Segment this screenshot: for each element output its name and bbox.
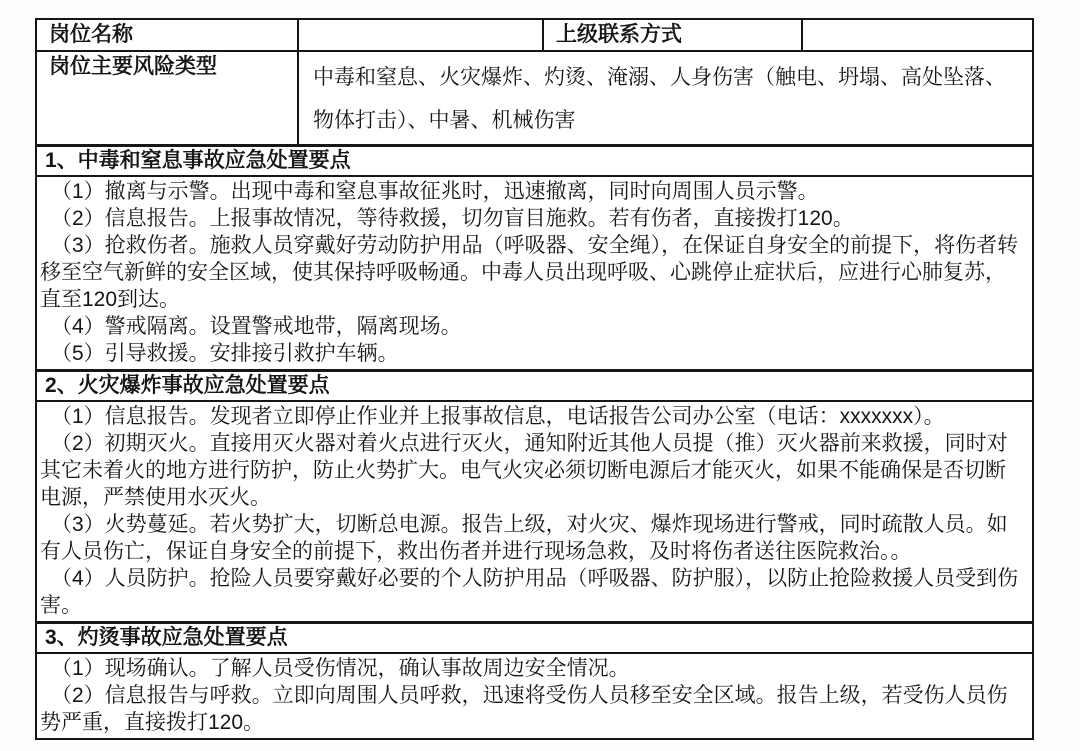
- risk-type-label: 岗位主要风险类型: [49, 55, 217, 78]
- position-name-label: 岗位名称: [49, 23, 133, 46]
- section-body-poisoning: [37, 175, 1032, 369]
- procedure-step: （1）现场确认。了解人员受伤情况，确认事故周边安全情况。: [51, 657, 630, 680]
- section-title-poisoning: 1、中毒和窒息事故应急处置要点: [37, 144, 1032, 175]
- position-name-value: [297, 20, 542, 50]
- procedure-step: （3）火势蔓延。若火势扩大，切断总电源。报告上级，对火灾、爆炸现场进行警戒，同时疏散人员。如有人员伤亡，保证自身安全的前提下，救出伤者并进行现场急救，及时将伤者送往医院救治。。: [40, 513, 1008, 563]
- procedure-step: （1）信息报告。发现者立即停止作业并上报事故信息，电话报告公司办公室（电话：xxxxxxx）。: [51, 405, 945, 428]
- section-title-fire-explosion: 2、火灾爆炸事故应急处置要点: [37, 369, 1032, 400]
- procedure-step: （4）人员防护。抢险人员要穿戴好必要的个人防护用品（呼吸器、防护服），以防止抢险救援人员受到伤害。: [40, 567, 1019, 617]
- procedure-step: （4）警戒隔离。设置警戒地带，隔离现场。: [51, 315, 462, 338]
- risk-type-value: 中毒和窒息、火灾爆炸、灼烫、淹溺、人身伤害（触电、坍塌、高处坠落、物体打击）、中暑、机械伤害: [297, 52, 1032, 144]
- procedure-step: （5）引导救援。安排接引救护车辆。: [51, 342, 399, 365]
- emergency-procedure-table: [35, 18, 1034, 740]
- procedure-step: （2）信息报告。上报事故情况，等待救援，切勿盲目施救。若有伤者，直接拨打120。: [51, 207, 854, 230]
- procedure-step: （2）初期灭火。直接用灭火器对着火点进行灭火，通知附近其他人员提（推）灭火器前来救援，同时对其它未着火的地方进行防护，防止火势扩大。电气火灾必须切断电源后才能灭火，如果不能确保是否切断电源，严禁使用水灭火。: [40, 432, 1008, 509]
- procedure-step: （1）撤离与示警。出现中毒和窒息事故征兆时，迅速撤离，同时向周围人员示警。: [51, 180, 819, 203]
- procedure-step: （3）抢救伤者。施救人员穿戴好劳动防护用品（呼吸器、安全绳），在保证自身安全的前提下，将伤者转移至空气新鲜的安全区域，使其保持呼吸畅通。中毒人员出现呼吸、心跳停止症状后，应进行心肺复苏，直至120到达。: [40, 234, 1019, 311]
- header-row: [37, 20, 1032, 50]
- risk-type-row: [37, 50, 1032, 144]
- supervisor-contact-label: 上级联系方式: [542, 20, 801, 50]
- supervisor-contact-value: [801, 20, 1032, 50]
- section-body-fire-explosion: [37, 400, 1032, 621]
- section-title-burn: 3、灼烫事故应急处置要点: [37, 621, 1032, 652]
- procedure-step: （2）信息报告与呼救。立即向周围人员呼救，迅速将受伤人员移至安全区域。报告上级，若受伤人员伤势严重，直接拨打120。: [40, 684, 1008, 734]
- section-body-burn: [37, 652, 1032, 738]
